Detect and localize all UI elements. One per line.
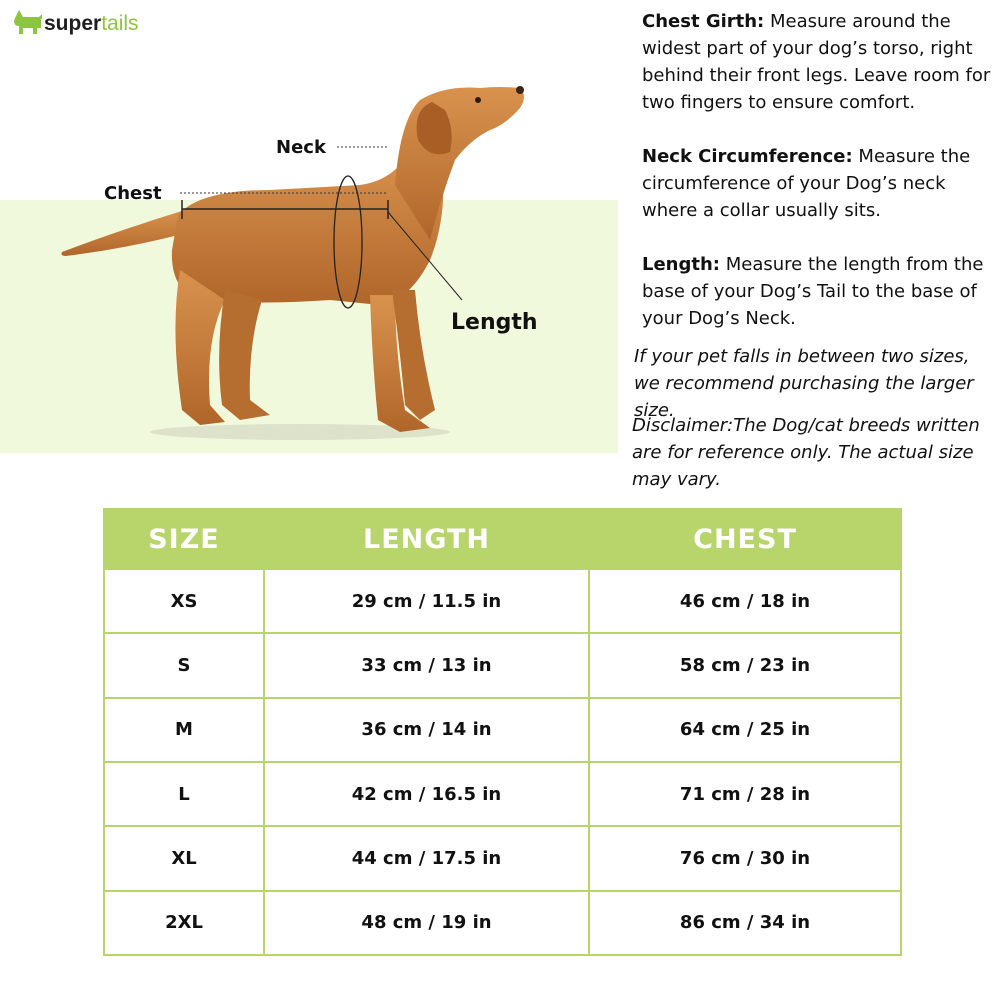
size-cell: XS: [104, 569, 264, 633]
size-cell: S: [104, 633, 264, 697]
length-cell: 44 cm / 17.5 in: [264, 826, 589, 890]
length-cell: 36 cm / 14 in: [264, 698, 589, 762]
table-row: [104, 826, 901, 890]
length-cell: 48 cm / 19 in: [264, 891, 589, 955]
length-title: Length:: [642, 254, 720, 275]
chest-girth-title: Chest Girth:: [642, 11, 765, 32]
length-cell: 29 cm / 11.5 in: [264, 569, 589, 633]
size-recommendation-note: If your pet falls in between two sizes, we recommend purchasing the larger size.: [634, 346, 974, 421]
table-row: [104, 891, 901, 955]
neck-circumference-title: Neck Circumference:: [642, 146, 853, 167]
neck-circumference-info: [642, 143, 996, 224]
size-cell: XL: [104, 826, 264, 890]
table-header-row: [104, 509, 901, 569]
size-cell: 2XL: [104, 891, 264, 955]
chest-column-header: CHEST: [589, 509, 901, 569]
table-row: [104, 762, 901, 826]
chest-girth-info: [642, 8, 996, 116]
length-text: Measure the length from the base of your Dog’s Tail to the base of your Dog’s Neck.: [642, 254, 984, 329]
length-label: Length: [451, 310, 538, 335]
dog-illustration: [0, 60, 620, 450]
table-row: [104, 633, 901, 697]
size-chart-table: [103, 508, 902, 956]
neck-circumference-text: Measure the circumference of your Dog’s neck where a collar usually sits.: [642, 146, 971, 221]
size-cell: M: [104, 698, 264, 762]
chest-cell: 76 cm / 30 in: [589, 826, 901, 890]
length-column-header: LENGTH: [264, 509, 589, 569]
chest-label: Chest: [104, 183, 162, 204]
neck-label: Neck: [276, 137, 326, 158]
length-cell: 33 cm / 13 in: [264, 633, 589, 697]
size-cell: L: [104, 762, 264, 826]
brand-name: supertails: [44, 12, 139, 35]
chest-girth-text: Measure around the widest part of your dog’s torso, right behind their front legs. Leave room for two fingers to ensure comfort.: [642, 11, 991, 113]
dog-logo-icon: [12, 8, 42, 36]
chest-cell: 46 cm / 18 in: [589, 569, 901, 633]
brand-logo: [12, 8, 139, 36]
table-row: [104, 698, 901, 762]
chest-cell: 64 cm / 25 in: [589, 698, 901, 762]
length-info: [642, 251, 996, 332]
chest-cell: 71 cm / 28 in: [589, 762, 901, 826]
chest-cell: 86 cm / 34 in: [589, 891, 901, 955]
length-cell: 42 cm / 16.5 in: [264, 762, 589, 826]
size-column-header: SIZE: [104, 509, 264, 569]
disclaimer-note: Disclaimer:The Dog/cat breeds written are for reference only. The actual size may vary.: [632, 415, 980, 490]
table-row: [104, 569, 901, 633]
chest-cell: 58 cm / 23 in: [589, 633, 901, 697]
